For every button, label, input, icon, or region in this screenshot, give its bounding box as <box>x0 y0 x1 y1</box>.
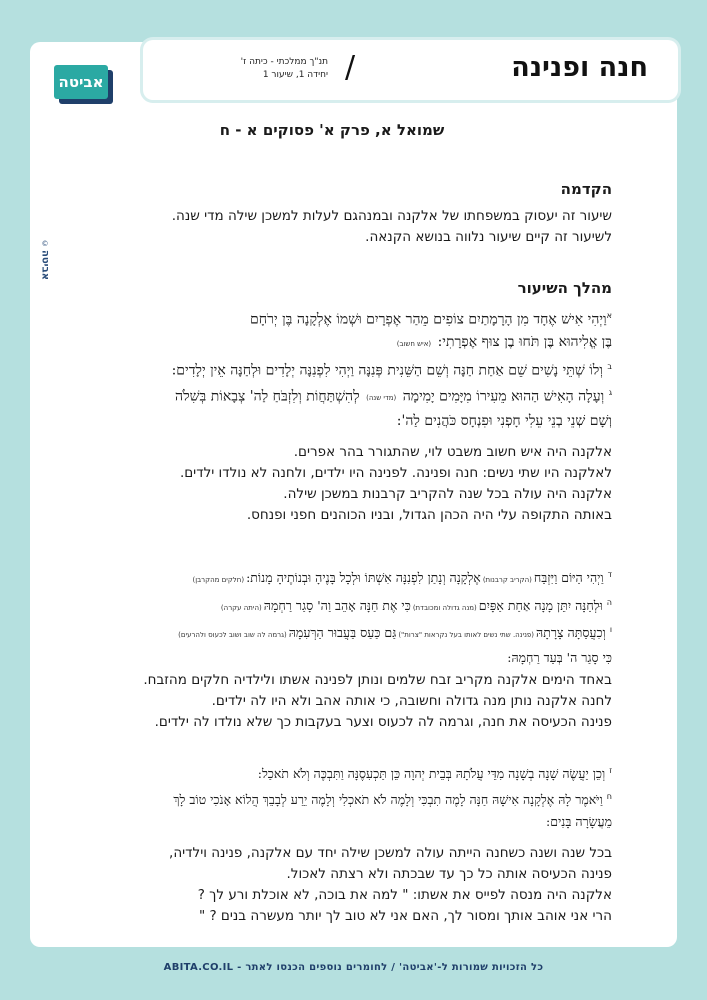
verse-text: וַיְהִי אִישׁ אֶחָד מִן הָרָמָתַיִם צוֹפִים מֵהַר אֶפְרָיִם וּשְׁמוֹ אֶלְקָנָה בֶּן יְרֹחָם <box>250 311 607 328</box>
verse-text: וְלוֹ שְׁתֵּי נָשִׁים שֵׁם אַחַת חַנָּה וְשֵׁם הַשֵּׁנִית פְּנִנָּה וַיְהִי לִפְנִנָּה יְלָדִים וּלְחַנָּה אֵין יְלָדִים: <box>171 362 603 379</box>
verse-number: ב <box>607 361 612 371</box>
verse-line <box>52 382 612 410</box>
explanation-line: באותה התקופה עלי היה הכהן הגדול, ובניו הכוהנים חפני ופנחס. <box>246 507 612 523</box>
verse-note: (מנה גדולה ומכובדת) <box>412 603 477 612</box>
verse-line <box>52 811 612 834</box>
explanation-line: באחד הימים אלקנה מקריב זבח שלמים ונותן לפנינה אשתו ולילדיה חלקים מהזבח. <box>143 672 612 688</box>
verse-line <box>52 305 612 331</box>
logo-text: אביטה <box>54 65 108 99</box>
verse-note: (פנינה. שתי נשים לאותו בעל נקראות "צרות") <box>398 631 535 640</box>
verse-text: וְכִעֲסַתָּה צָרָתָהּ <box>536 625 606 641</box>
logo <box>52 64 114 104</box>
verse-line <box>52 356 612 382</box>
explanation-line: לחנה אלקנה נותן מנה גדולה וחשובה, כי אותה אהב ולא היו לה ילדים. <box>211 693 612 709</box>
explanation-line: לאלקנה היו שתי נשים: חנה ופנינה. לפנינה היו ילדים, ולחנה לא נולדו ילדים. <box>179 465 612 481</box>
verse-line <box>52 592 612 620</box>
lesson-heading: מהלך השיעור <box>517 279 612 297</box>
explanation-3 <box>52 843 612 927</box>
verse-line <box>52 564 612 592</box>
copyright-icon: © <box>41 240 49 248</box>
verse-text: וְכֵן יַעֲשֶׂה שָׁנָה בְשָׁנָה מִדֵּי עֲלֹתָהּ בְּבֵית יְהוָה כֵּן תַּכְעִסֶנָּה וַתִּבְכֶּה וְלֹא תֹאכַל: <box>257 766 606 782</box>
verse-text: מֵעֲשָׂרָה בָּנִים: <box>545 814 612 830</box>
verse-line <box>52 331 612 356</box>
intro-section <box>52 180 612 248</box>
verse-line <box>52 410 612 433</box>
verse-text: וְעָלָה הָאִישׁ הַהוּא מֵעִירוֹ מִיָּמִים יָמִימָה <box>402 388 605 405</box>
side-logo-text: אביטה <box>39 250 51 280</box>
explanation-1 <box>52 442 612 526</box>
explanation-2 <box>52 670 612 733</box>
explanation-line: אלקנה היה איש חשוב משבט לוי, שהתגורר בהר אפרים. <box>293 444 612 460</box>
meta-unit: יחידה 1, שיעור 1 <box>262 70 328 80</box>
verse-line <box>52 647 612 670</box>
title-separator: / <box>345 50 356 85</box>
header-bar <box>143 40 678 100</box>
explanation-line: פנינה הכעיסה את חנה, וגרמה לה לכעוס וצער בעקבות כך שלא נולדו לה ילדים. <box>154 714 612 730</box>
course-meta <box>198 56 328 82</box>
explanation-line: אלקנה היה עולה בכל שנה להקריב קרבנות במשכן שילה. <box>283 486 612 502</box>
verse-text: וְשָׁם שְׁנֵי בְנֵי עֵלִי חָפְנִי וּפִנְחָס כֹּהֲנִים לַה': <box>396 412 612 429</box>
verse-note: (מדי שנה) <box>366 394 397 403</box>
verse-text: גַּם כַּעַס בַּעֲבוּר הַרְּעִמָהּ <box>288 625 397 641</box>
intro-text <box>52 206 612 248</box>
verse-number: א <box>606 311 612 320</box>
verse-note: (חלקים מהקרבן) <box>192 576 245 585</box>
footer-credits[interactable]: כל הזכויות שמורות ל-'אביטה' / לחומרים נוספים הכנסו לאתר - ABITA.CO.IL <box>163 962 544 973</box>
verse-text: כִּי סָגַר ה' בְּעַד רַחְמָהּ: <box>507 649 612 665</box>
verse-number: ד <box>607 570 612 579</box>
verse-line <box>52 619 612 647</box>
verse-block-2 <box>52 564 612 669</box>
verse-text: בֶּן אֱלִיהוּא בֶּן תֹּחוּ בֶן צוּף אֶפְרָתִי: <box>437 334 612 351</box>
verse-block-3 <box>52 760 612 834</box>
meta-course: תנ"ך ממלכתי - כיתה ז' <box>240 57 328 67</box>
verse-number: ג <box>608 387 612 397</box>
verse-text: וּלְחַנָּה יִתֵּן מָנָה אַחַת אַפָּיִם <box>478 597 603 613</box>
verse-text: וַיֹּאמֶר לָהּ אֶלְקָנָה אִישָׁהּ חַנָּה לָמֶה תִבְכִּי וְלָמֶה לֹא תֹאכְלִי וְלָמֶה יֵרַע לְבָבֵךְ הֲלוֹא אָנֹכִי טוֹב לָךְ <box>173 791 603 807</box>
intro-line: לשיעור זה קיים שיעור נלווה בנושא הקנאה. <box>365 229 612 245</box>
intro-heading: הקדמה <box>560 180 612 198</box>
verse-note: (היתה עקרה) <box>220 603 262 612</box>
subtitle: שמואל א, פרק א' פסוקים א - ח <box>219 121 445 139</box>
explanation-line: פנינה הכעיסה אותה כל כך עד שבכתה ולא רצתה לאכול. <box>286 866 612 882</box>
verse-line <box>52 760 612 786</box>
explanation-line: בכל שנה ושנה כשחנה הייתה עולה למשכן שילה יחד עם אלקנה, פנינה וילדיה, <box>169 845 612 861</box>
verse-note: (הקריב קרבנות) <box>482 576 532 585</box>
verse-number: ז <box>609 766 612 775</box>
verse-note: (גרמה לה שוב ושוב לכעוס ולהרעים) <box>178 631 287 640</box>
verse-note: (איש חשוב) <box>396 340 432 349</box>
verse-text: כִּי אֶת חַנָּה אָהֵב וַה' סָגַר רַחְמָהּ <box>263 597 411 613</box>
verse-block-1 <box>52 305 612 432</box>
verse-number: ה <box>606 597 612 607</box>
verse-number: ו <box>609 625 612 635</box>
verse-text: וַיְהִי הַיּוֹם וַיִּזְבַּח <box>533 570 604 586</box>
verse-line <box>52 786 612 812</box>
verse-number: ח <box>606 791 612 801</box>
verse-text: לְהִשְׁתַּחֲוֹת וְלִזְבֹּחַ לַה' צְבָאוֹת בְּשִׁלֹה <box>175 388 360 405</box>
page-title: חנה ופנינה <box>511 52 648 83</box>
explanation-line: אלקנה היה מנסה לפייס את אשתו: " למה את בוכה, לא אוכלת ורע לך ? <box>197 887 612 903</box>
explanation-line: הרי אני אוהב אותך ומסור לך, האם אני לא טוב לך יותר מעשרה בנים ? " <box>198 908 612 924</box>
intro-line: שיעור זה יעסוק במשפחתו של אלקנה ובמנהגם לעלות למשכן שילה מדי שנה. <box>171 208 612 224</box>
verse-text: אֶלְקָנָה וְנָתַן לִפְנִנָּה אִשְׁתּוֹ וּלְכָל בָּנֶיהָ וּבְנוֹתֶיהָ מָנוֹת: <box>246 570 481 586</box>
